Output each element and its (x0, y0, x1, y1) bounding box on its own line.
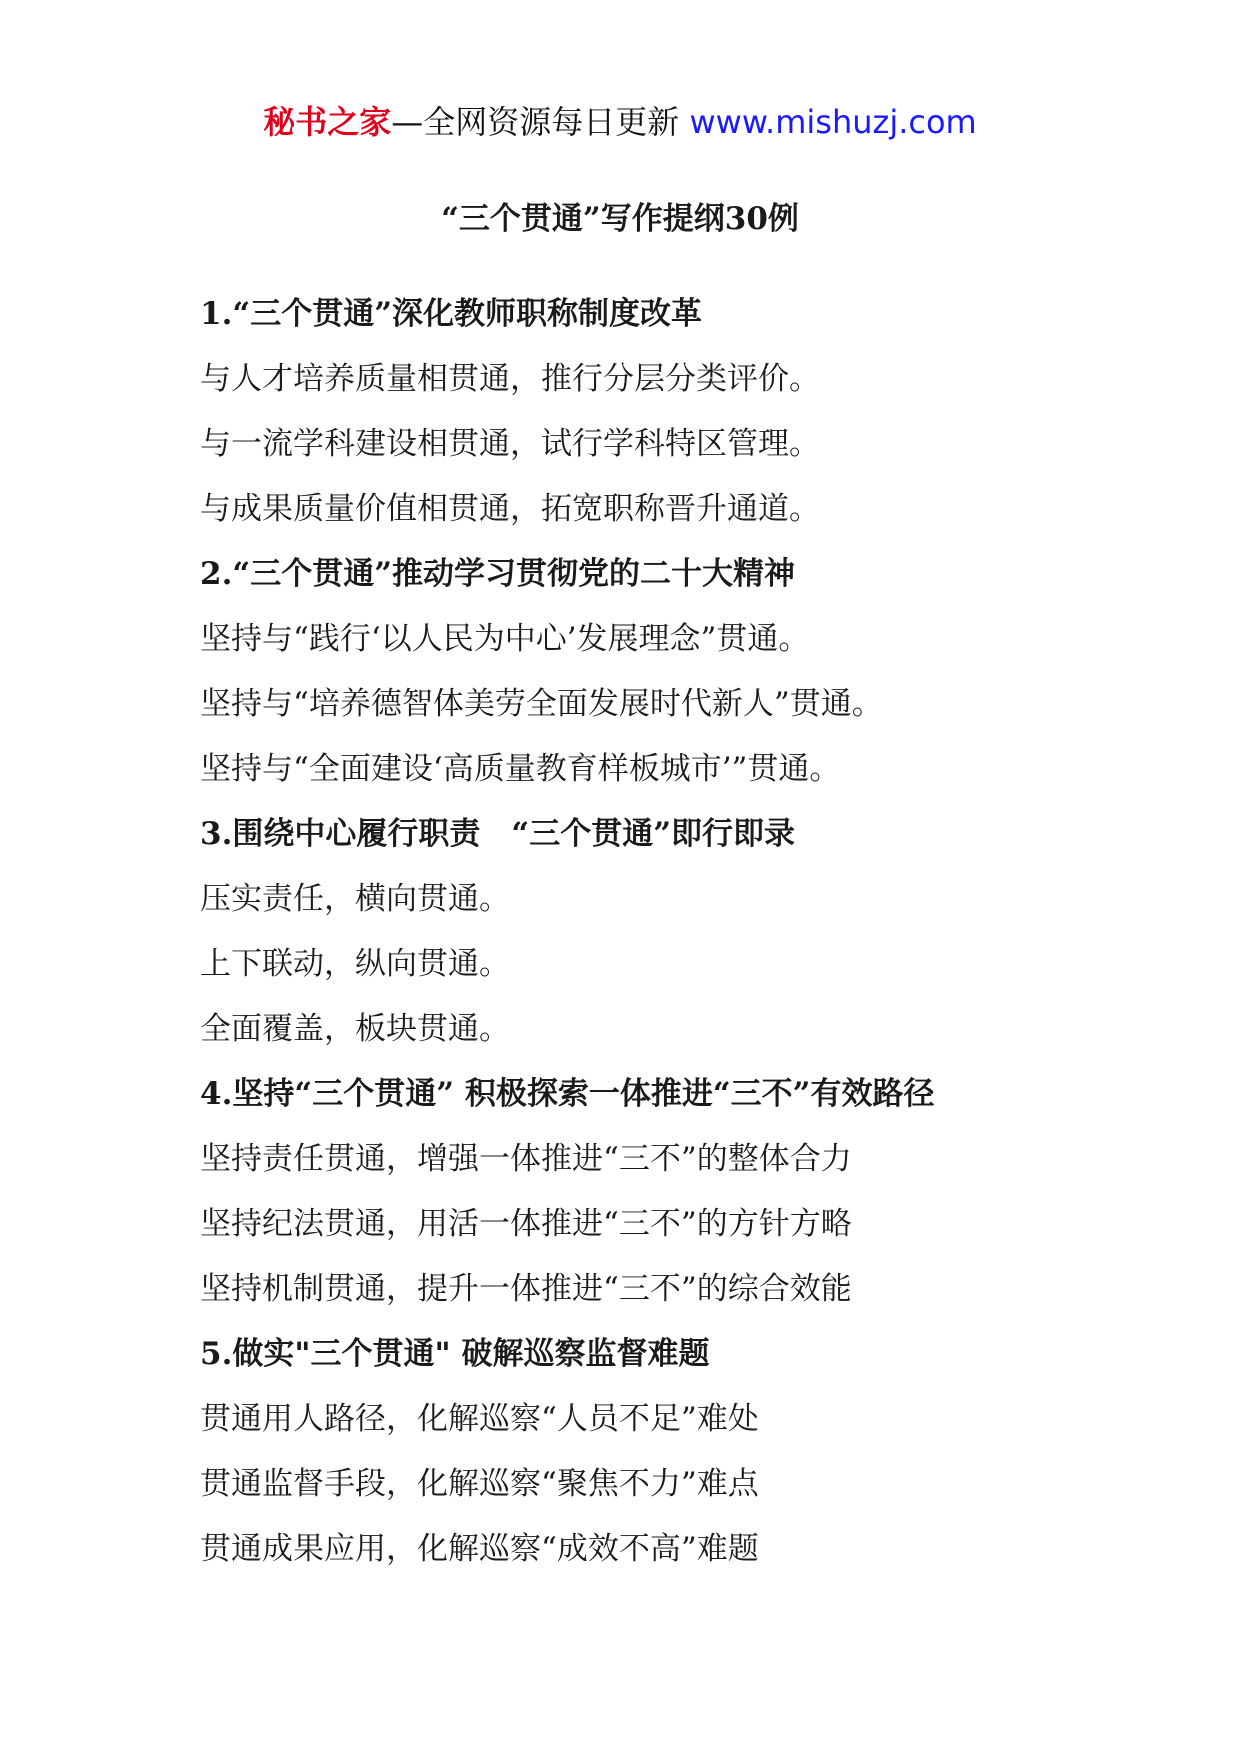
outline-line: 与一流学科建设相贯通，试行学科特区管理。 (200, 426, 820, 462)
outline-line: 坚持与“全面建设‘高质量教育样板城市’”贯通。 (200, 751, 841, 787)
outline-line: 贯通监督手段，化解巡察“聚焦不力”难点 (200, 1466, 759, 1502)
outline-line: 与人才培养质量相贯通，推行分层分类评价。 (200, 361, 820, 397)
section-5 (200, 1322, 1200, 1582)
section-heading: 4.坚持“三个贯通” 积极探索一体推进“三不”有效路径 (200, 1076, 935, 1112)
outline-line: 与成果质量价值相贯通，拓宽职称晋升通道。 (200, 491, 820, 527)
outline-line: 坚持机制贯通，提升一体推进“三不”的综合效能 (200, 1271, 852, 1307)
section-heading: 5.做实"三个贯通" 破解巡察监督难题 (200, 1336, 710, 1372)
outline-line: 上下联动，纵向贯通。 (200, 946, 510, 982)
site-url-link[interactable]: www.mishuzj.com (689, 103, 977, 141)
section-heading: 3.围绕中心履行职责 “三个贯通”即行即录 (200, 816, 796, 852)
site-tagline: —全网资源每日更新 (391, 103, 690, 141)
section-4 (200, 1062, 1200, 1322)
site-header (0, 100, 1240, 144)
section-heading: 2.“三个贯通”推动学习贯彻党的二十大精神 (200, 556, 796, 592)
outline-line: 贯通成果应用，化解巡察“成效不高”难题 (200, 1531, 759, 1567)
section-1 (200, 282, 1200, 542)
outline-line: 坚持责任贯通，增强一体推进“三不”的整体合力 (200, 1141, 852, 1177)
document-title: “三个贯通”写作提纲30例 (441, 201, 799, 237)
outline-line: 全面覆盖，板块贯通。 (200, 1011, 510, 1047)
section-2 (200, 542, 1200, 802)
section-heading: 1.“三个贯通”深化教师职称制度改革 (200, 296, 703, 332)
document-body (200, 282, 1200, 1582)
section-3 (200, 802, 1200, 1062)
brand-name: 秘书之家 (263, 103, 392, 141)
outline-line: 压实责任，横向贯通。 (200, 881, 510, 917)
outline-line: 坚持与“培养德智体美劳全面发展时代新人”贯通。 (200, 686, 883, 722)
outline-line: 坚持与“践行‘以人民为中心’发展理念”贯通。 (200, 621, 810, 657)
outline-line: 贯通用人路径，化解巡察“人员不足”难处 (200, 1401, 759, 1437)
outline-line: 坚持纪法贯通，用活一体推进“三不”的方针方略 (200, 1206, 852, 1242)
